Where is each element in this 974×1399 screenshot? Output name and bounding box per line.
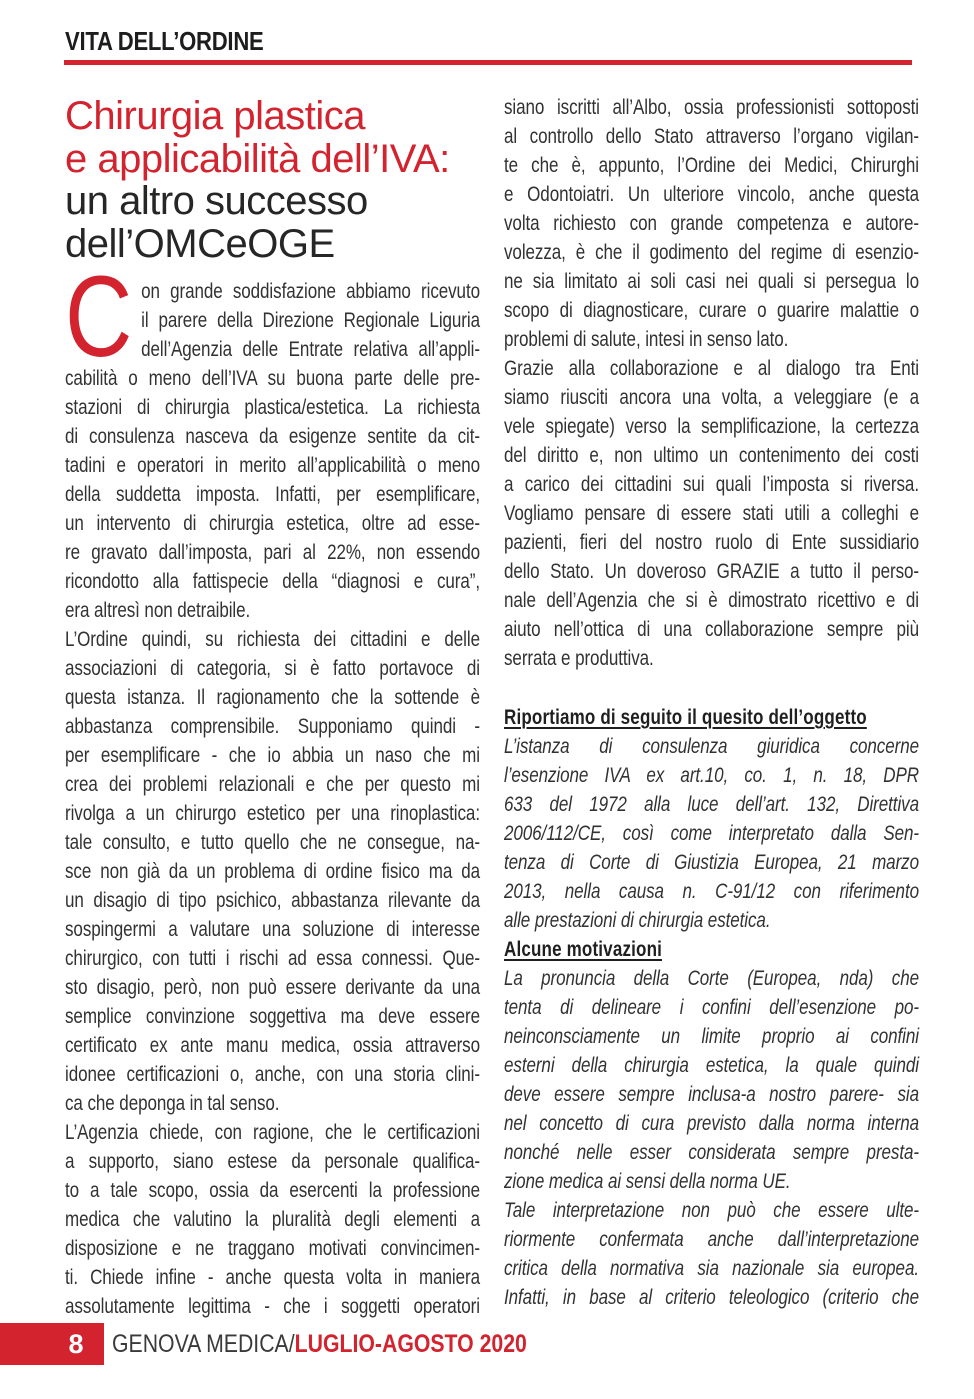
page-number-badge: 8 — [0, 1323, 104, 1365]
article-title-dark-lines: un altro successo dell’OMCeOGE — [65, 179, 368, 266]
subheading-quesito: Riportiamo di seguito il quesito dell’oggetto — [504, 706, 867, 729]
footer-journal-line — [112, 1330, 527, 1359]
right-column-body — [504, 93, 919, 1312]
right-column — [504, 93, 920, 1312]
issue-name: LUGLIO-AGOSTO 2020 — [294, 1330, 527, 1358]
quote-istanza: L’istanza di consulenza giuridica concerne l’esenzione IVA ex art.10, co. 1, n. 18, DPR 633 del 1972 alla luce dell’art. 132, Direttiva 2006/112/CE, così come interpretato dalla Sen- tenza di Corte di Giustizia Europea, 21 marzo 2013, nella causa n. C-91/12 con riferimento alle prestazioni di chirurgia estetica. — [504, 735, 919, 932]
article-title-red-lines: Chirurgia plastica e applicabilità dell’IVA: — [65, 94, 450, 181]
header-rule — [64, 60, 912, 65]
quote-interpretazione: Tale interpretazione non può che essere ulte- riormente confermata anche dall’interpretazione critica della normativa sia nazionale sia europea. Infatti, in base al criterio teleologico (criterio che — [504, 1199, 919, 1309]
page-footer — [0, 1323, 974, 1365]
left-column — [65, 95, 481, 1321]
paragraph-albo: siano iscritti all’Albo, ossia professionisti sottoposti al controllo dello Stato attraverso l’organo vigilan- te che è, appunto, l’Ordine dei Medici, Chirurghi e Odontoiatri. Un ulteriore vincolo, anche questa volta richiesto con grande competenza e autore- volezza, è che il godimento del regime di esenzio- ne sia limitato ai soli casi nei quali si persegua lo scopo di diagnosticare, curare o guarire malattie o problemi di salute, intesi in senso lato. — [504, 96, 919, 351]
paragraph-agenzia: L’Agenzia chiede, con ragione, che le certificazioni a supporto, siano estese da personale qualifica- to a tale scopo, ossia da esercenti la professione medica che valutino la pluralità degli elementi a disposizione e ne traggano motivati convincimen- ti. Chiede infine - anche questa volta in maniera assolutamente legittima - che i soggetti operatori — [65, 1121, 480, 1318]
paragraph-grazie: Grazie alla collaborazione e al dialogo tra Enti siamo riusciti ancora una volta, a veleggiare (e a vele spiegate) verso la semplificazione, la certezza del diritto e, non ultimo un contenimento dei costi a carico dei cittadini sui quali l’imposta si riversa. Vogliamo pensare di essere stati utili a colleghi e pazienti, fieri del nostro ruolo di Ente sussidiario dello Stato. Un doveroso GRAZIE a tutto il perso- nale dell’Agenzia che si è dimostrato ricettivo e di aiuto nell’ottica di una collaborazione sempre più serrata e produttiva. — [504, 357, 919, 670]
section-header: VITA DELL’ORDINE — [65, 26, 264, 56]
paragraph-intro-lines: on grande soddisfazione abbiamo ricevuto il parere della Direzione Regionale Liguria dell’Agenzia delle Entrate relativa all’appli- cabilità o meno dell’IVA su buona parte delle pre- stazioni di chirurgia plastica/estetica. La richiesta di consulenza nasceva da esigenze sentite da cit- tadini e operatori in merito all’applicabilità o meno della suddetta imposta. Infatti, per esemplificare, un intervento di chirurgia estetica, oltre ad esse- re gravato dall’imposta, pari al 22%, non essendo ricondotto alla fattispecie della “diagnosi e cura”, era altresì non detraibile. — [65, 280, 480, 622]
drop-cap: C — [65, 253, 133, 381]
paragraph-intro — [65, 253, 480, 625]
quote-pronuncia: La pronuncia della Corte (Europea, nda) che tenta di delineare i confini dell’esenzione po- neinconsciamente un limite proprio ai confini esterni della chirurgia estetica, la quale quindi deve essere sempre inclusa-a nostro parere- sia nel concetto di cura previsto dalla norma interna nonché nelle esser considerata sempre presta- zione medica ai sensi della norma UE. — [504, 967, 919, 1193]
paragraph-ordine: L’Ordine quindi, su richiesta dei cittadini e delle associazioni di categoria, si è fatto portavoce di questa istanza. Il ragionamento che la sottende è abbastanza comprensibile. Supponiamo quindi - per esemplificare - che io abbia un naso che mi crea dei problemi relazionali e che per questo mi rivolga a un chirurgo estetico per una rinoplastica: tale consulto, e tutto quello che ne consegue, na- sce non già da un problema di ordine fisico ma da un disagio di tipo psichico, abbastanza rilevante da sospingermi a valutare una soluzione di interesse chirurgico, con tutti i rischi ad essa connessi. Que- sto disagio, però, non può essere derivante da una semplice convinzione soggettiva ma deve essere certificato ex ante manu medica, ossia attraverso idonee certificazioni o, anche, con una storia clini- ca che deponga in tal senso. — [65, 628, 480, 1115]
journal-name: GENOVA MEDICA/ — [112, 1330, 295, 1358]
subheading-motivazioni: Alcune motivazioni — [504, 938, 663, 961]
article-title — [65, 95, 481, 265]
left-column-body — [65, 253, 480, 1321]
